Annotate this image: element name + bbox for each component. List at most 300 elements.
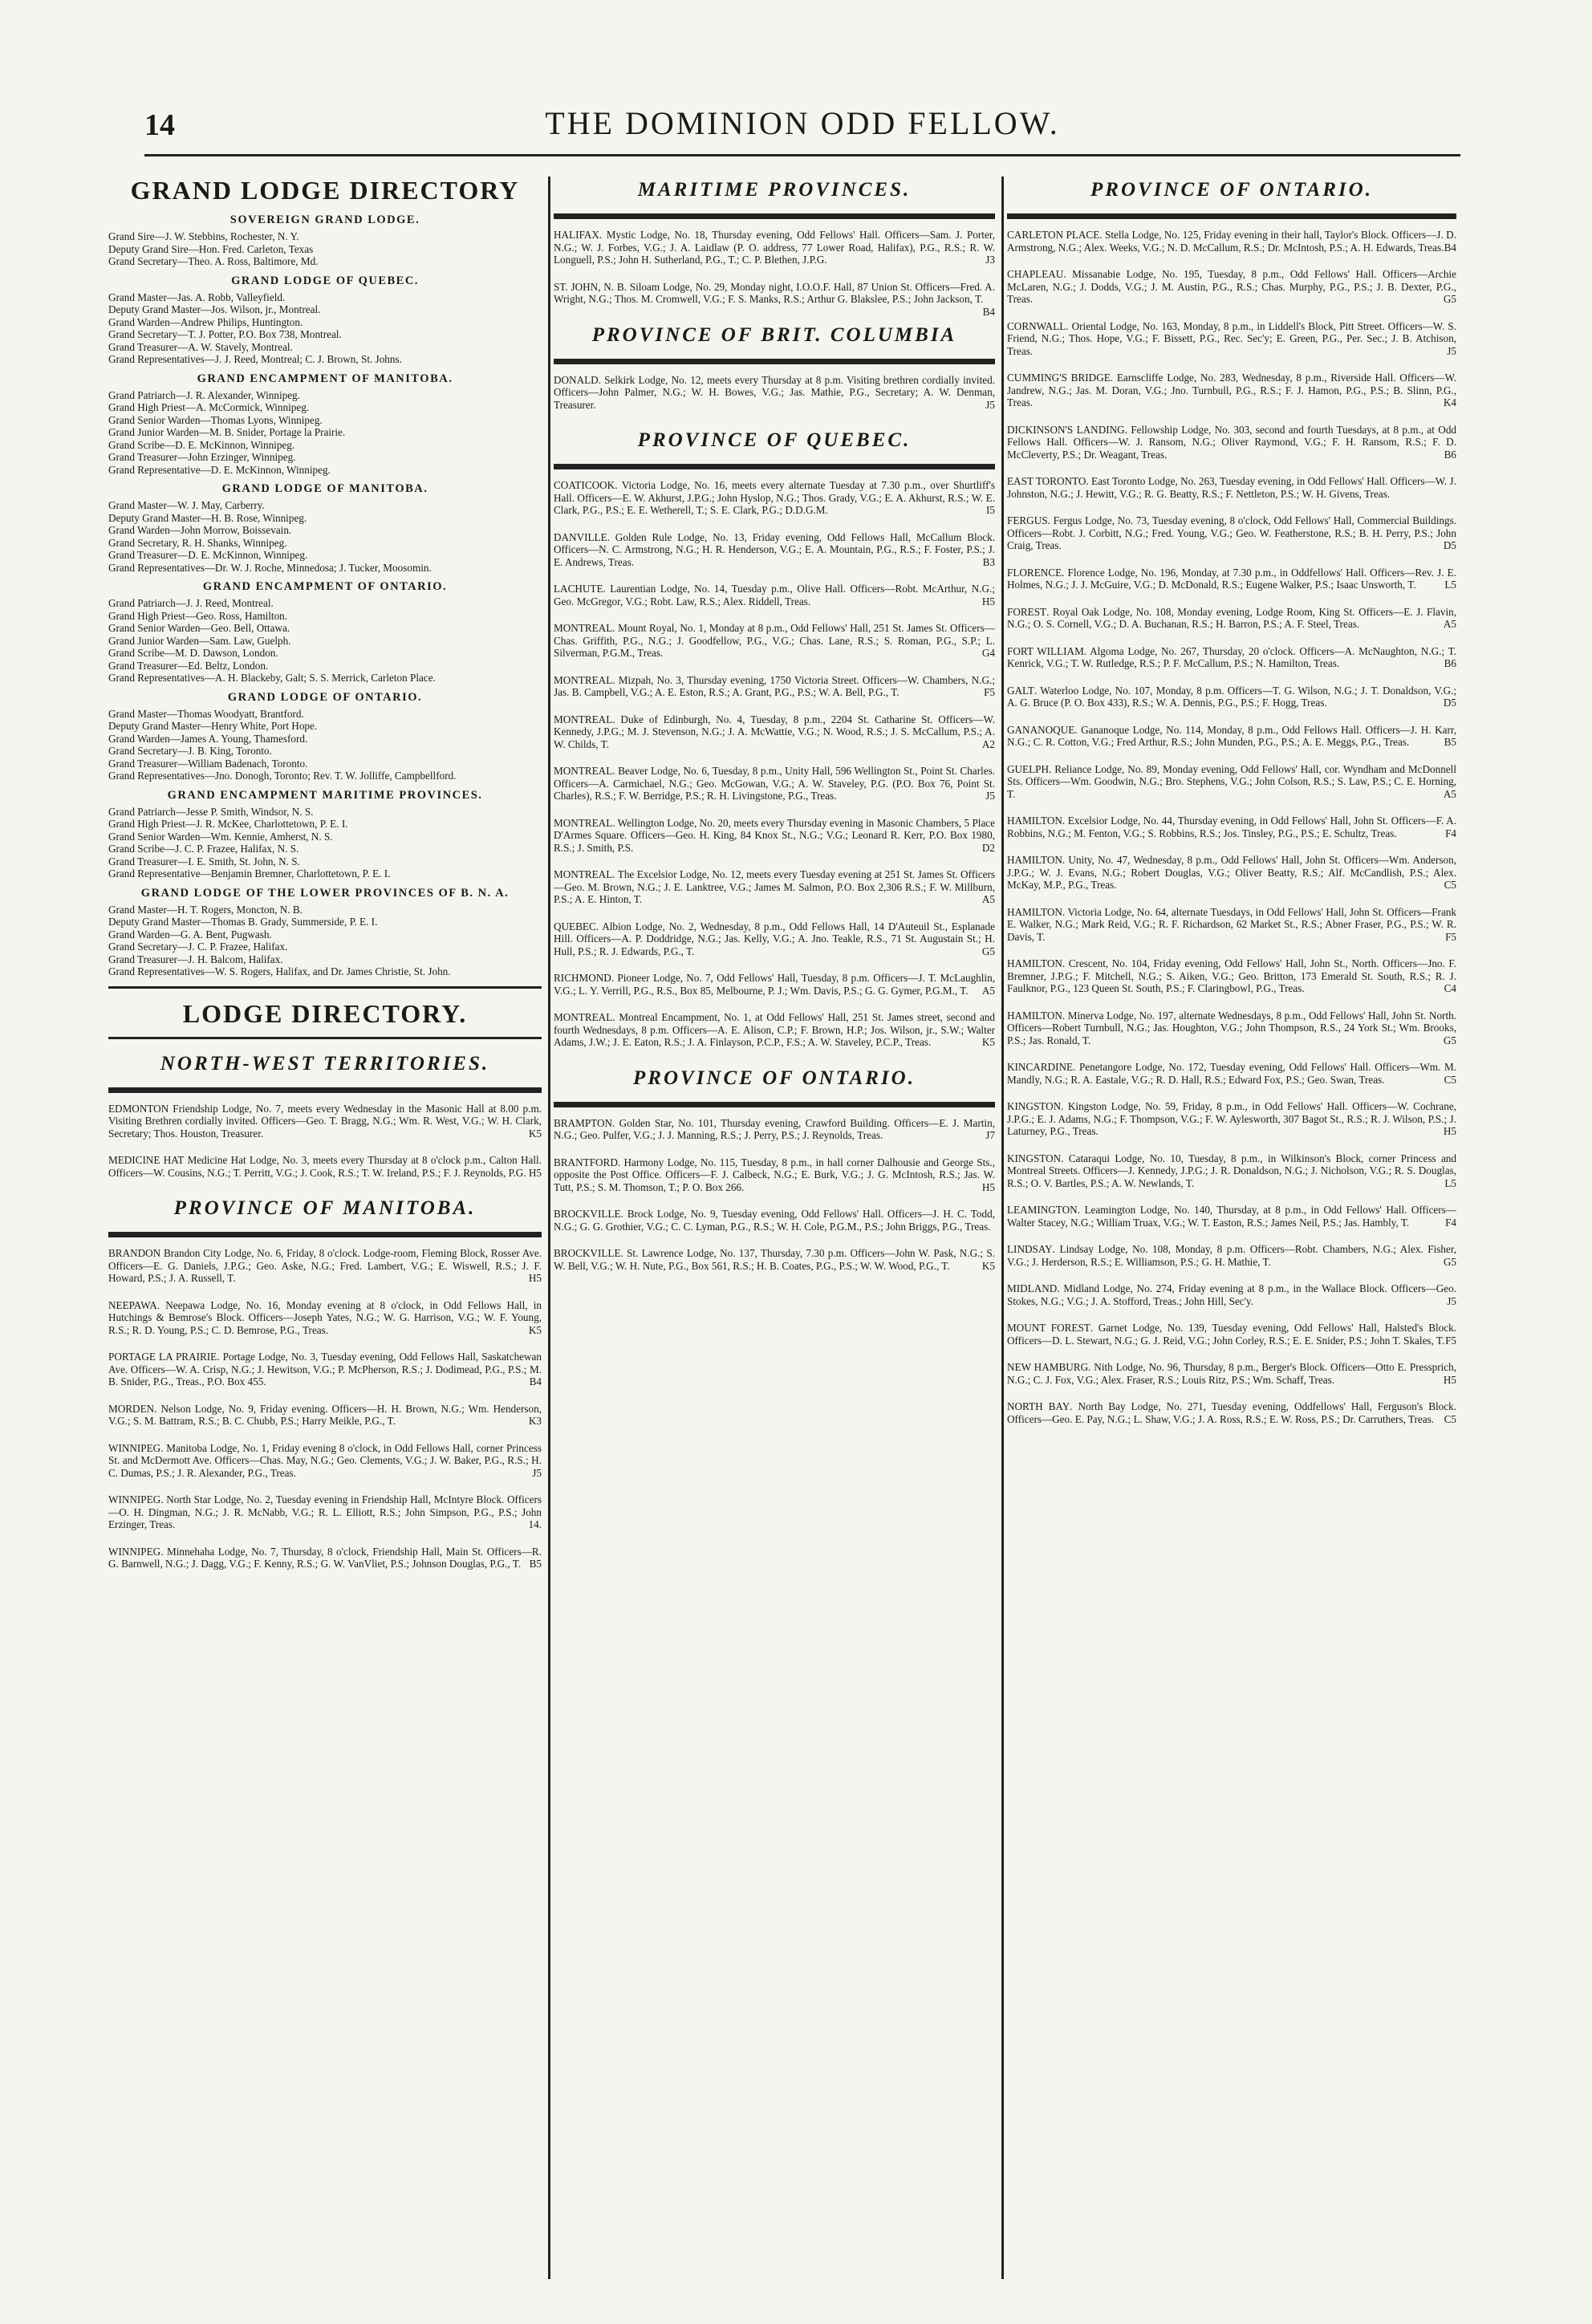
lodge-code: J5: [1447, 344, 1456, 357]
lodge-details: . North Bay Lodge, No. 271, Tuesday evening, Oddfellows' Hall, Ferguson's Block. Officers—Geo. E. Pay, N.G.; L. Shaw, V.G.; J. A. Ross, R.S.; E. W. Ross, P.S.; Dr. Carruthers, Treas.: [1007, 1400, 1456, 1425]
province-title: PROVINCE OF ONTARIO.: [633, 1067, 916, 1089]
header-rule: [144, 154, 1460, 156]
lodge-town: BRANDON: [108, 1247, 161, 1259]
lodge-town: DICKINSON'S LANDING: [1007, 423, 1125, 436]
officer-line: Grand Secretary—Theo. A. Ross, Baltimore, Md.: [108, 255, 319, 267]
lodge-entry: [108, 1299, 542, 1337]
lodge-entry: [554, 583, 995, 607]
lodge-town: GANANOQUE: [1007, 723, 1075, 736]
lodge-code: G5: [1443, 1034, 1456, 1046]
officer-line: Deputy Grand Sire—Hon. Fred. Carleton, Texas: [108, 242, 314, 255]
lodge-code: K4: [1443, 396, 1456, 408]
lodge-town: BROCKVILLE: [554, 1247, 621, 1259]
lodge-town: HALIFAX: [554, 229, 599, 241]
lodge-details: . Montreal Encampment, No. 1, at Odd Fellows' Hall, 251 St. James street, second and fourth Wednesdays, 8 p.m. Officers—A. E. Alison, C.P.; F. Brown, H.P.; Jos. Wilson, jr., S.W.; Walter Adams, J.W.; J. E. Eaton, R.S.; J. A. Finlayson, P.C.P., F.S.; A. W. Staveley, P.C.P., Treas.: [554, 1011, 995, 1048]
section-rule: [554, 464, 995, 469]
officer-line: Grand Scribe—D. E. McKinnon, Winnipeg.: [108, 438, 295, 451]
lodge-entry: [554, 713, 995, 751]
lodge-town: FERGUS: [1007, 514, 1048, 526]
lodge-town: KINGSTON: [1007, 1100, 1062, 1112]
lodge-details: . Neepawa Lodge, No. 16, Monday evening at 8 o'clock, in Odd Fellows Hall, in Hutchings & Bemrose's Block. Officers—Joseph Yates, N.G.; W. G. Harrison, V.G.; W. F. Young, R.S.; R. D. Young, P.S.; C. D. Bemrose, P.G., Treas.: [108, 1298, 542, 1336]
lodge-town: HAMILTON: [1007, 957, 1062, 969]
lodge-code: A5: [981, 893, 995, 905]
lodge-entry: [1007, 1400, 1456, 1425]
lodge-code: H5: [1443, 1373, 1456, 1386]
officer-group-title: GRAND LODGE OF QUEBEC.: [231, 274, 419, 287]
officer-line: Grand Representatives—Dr. W. J. Roche, Minnedosa; J. Tucker, Moosomin.: [108, 561, 432, 574]
lodge-details: . Mount Royal, No. 1, Monday at 8 p.m., Odd Fellows' Hall, 251 St. James St. Officers—Chas. Griffith, P.G., N.G.; J. Goodfellow, P.G., V.G.; Chas. Lane, R.S.; S. Roman, P.G., S.P.; L. Silverman, P.G.M., Treas.: [554, 622, 995, 659]
officer-line: Deputy Grand Master—H. B. Rose, Winnipeg.: [108, 511, 307, 524]
lodge-code: G5: [1443, 293, 1456, 305]
officer-line: Grand Master—H. T. Rogers, Moncton, N. B.: [108, 903, 303, 916]
lodge-details: . Victoria Lodge, No. 16, meets every alternate Tuesday at 7.30 p.m., over Shurtliff's Hall. Officers—E. W. Akhurst, J.P.G.; John Hyslop, N.G.; Thos. Grady, V.G.; E. A. Akhurst, R.S.; W. E. Clark, P.G., P.S.; E. E. Wetherell, T.; S. E. Clark, P.G.; D.D.G.M.: [554, 479, 995, 516]
lodge-code: B6: [1444, 657, 1456, 669]
lodge-entry: [554, 765, 995, 802]
lodge-details: . Algoma Lodge, No. 267, Thursday, 20 o'clock. Officers—A. McNaughton, N.G.; T. Kenrick, V.G.; T. W. Rutledge, R.S.; P. F. McCallum, P.S.; N. Hamilton, Treas.: [1007, 644, 1456, 669]
officer-line: Grand Treasurer—William Badenach, Toronto.: [108, 757, 308, 770]
lodge-details: . Pioneer Lodge, No. 7, Odd Fellows' Hall, Tuesday, 8 p.m. Officers—J. T. McLaughlin, V.G.; L. Y. Verrill, P.G., R.S., Box 85, Melbourne, P. J.; Wm. Davis, P.S.; G. G. Gymer, P.G.M., T.: [554, 972, 995, 997]
lodge-details: Medicine Hat Lodge, No. 3, meets every Thursday at 8 o'clock p.m., Calton Hall. Officers—W. Cousins, N.G.; T. Perritt, V.G.; J. Cook, R.S.; T. W. Ireland, P.S.; F. J. Reynolds, P.G.: [108, 1154, 542, 1179]
lodge-entry: [1007, 1100, 1456, 1138]
lodge-entry: [108, 1103, 542, 1140]
lodge-entry: [1007, 1243, 1456, 1268]
officer-line: Grand Representatives—J. J. Reed, Montreal; C. J. Brown, St. Johns.: [108, 353, 402, 365]
lodge-entry: [108, 1442, 542, 1480]
lodge-code: F5: [1445, 930, 1456, 943]
lodge-code: A5: [981, 984, 995, 997]
lodge-details: . Fergus Lodge, No. 73, Tuesday evening, 8 o'clock, Odd Fellows' Hall, Commercial Buildings. Officers—Robt. J. Corbitt, N.G.; Fred. Young, V.G.; Geo. W. Featherstone, R.S.; B. H. Perry, P.S.; John Craig, Treas.: [1007, 514, 1456, 551]
lodge-entry: [1007, 229, 1456, 254]
lodge-entry: [1007, 1361, 1456, 1386]
lodge-town: MONTREAL: [554, 868, 613, 880]
lodge-details: . Excelsior Lodge, No. 44, Thursday evening, in Odd Fellows' Hall, John St. Officers—F. A. Robbins, N.G.; M. Fenton, V.G.; S. Robbins, R.S.; Jos. Tinsley, P.G., P.S.; E. Schultz, Treas.: [1007, 815, 1456, 839]
officer-line: Grand Master—Jas. A. Robb, Valleyfield.: [108, 290, 286, 303]
lodge-entry: [1007, 1061, 1456, 1086]
officer-line: Grand High Priest—J. R. McKee, Charlottetown, P. E. I.: [108, 818, 348, 830]
lodge-entry: [1007, 1204, 1456, 1229]
lodge-code: B5: [1444, 736, 1456, 748]
lodge-entry: [108, 1493, 542, 1531]
lodge-town: CARLETON PLACE: [1007, 229, 1100, 241]
lodge-code: H5: [528, 1272, 542, 1284]
lodge-entry: [1007, 567, 1456, 591]
lodge-town: WINNIPEG: [108, 1545, 161, 1558]
officer-line: Grand Junior Warden—M. B. Snider, Portage la Prairie.: [108, 426, 346, 438]
lodge-town: CUMMING'S BRIDGE: [1007, 372, 1111, 384]
officer-line: Grand Patriarch—J. J. Reed, Montreal.: [108, 597, 274, 609]
lodge-town: GUELPH: [1007, 762, 1050, 775]
lodge-code: D2: [981, 841, 995, 854]
lodge-code: L5: [1444, 579, 1456, 591]
lodge-code: B3: [982, 555, 995, 568]
lodge-details: . Earnscliffe Lodge, No. 283, Wednesday, 8 p.m., Riverside Hall. Officers—W. Jandrew, N.G.; Jas. M. Doran, V.G.; Jno. Turnbull, P.G., R.S.; F. J. Hamon, P.G., P.S.; B. Slinn, P.G., Treas.: [1007, 372, 1456, 408]
lodge-entry: [554, 622, 995, 660]
lodge-town: MONTREAL: [554, 622, 613, 634]
lodge-entry: [1007, 1010, 1456, 1047]
page-number: 14: [144, 108, 175, 142]
lodge-entry: [108, 1351, 542, 1388]
lodge-entry: [554, 1247, 995, 1272]
officer-line: Grand Treasurer—I. E. Smith, St. John, N. S.: [108, 855, 300, 867]
lodge-town: NEW HAMBURG: [1007, 1361, 1089, 1373]
lodge-code: D5: [1443, 539, 1456, 551]
province-title: PROVINCE OF MANITOBA.: [173, 1197, 477, 1219]
lodge-town: FLORENCE: [1007, 566, 1062, 579]
lodge-entry: [554, 817, 995, 855]
lodge-code: C5: [1444, 1073, 1456, 1086]
lodge-code: D5: [1443, 697, 1456, 709]
officer-group-title: GRAND ENCAMPMENT MARITIME PROVINCES.: [167, 788, 483, 802]
lodge-details: . North Star Lodge, No. 2, Tuesday evening in Friendship Hall, McIntyre Block. Officers—O. H. Dingman, N.G.; J. R. McNabb, V.G.; R. L. Elliott, R.S.; John Simpson, P.G., P.S.; John Erzinger, Treas.: [108, 1493, 542, 1530]
lodge-code: K5: [981, 1259, 995, 1272]
section-rule: [108, 1087, 542, 1093]
lodge-code: J5: [1447, 1294, 1456, 1307]
col2-lodge-sections: [554, 175, 995, 1272]
lodge-code: F5: [1445, 1334, 1456, 1347]
lodge-town: HAMILTON: [1007, 854, 1062, 866]
lodge-town: LACHUTE: [554, 583, 603, 595]
lodge-town: KINCARDINE: [1007, 1061, 1074, 1073]
lodge-entry: [1007, 606, 1456, 631]
lodge-entry: [108, 1403, 542, 1428]
officer-line: Grand Treasurer—D. E. McKinnon, Winnipeg.: [108, 549, 308, 561]
lodge-town: HAMILTON: [1007, 1009, 1062, 1022]
lodge-code: J7: [985, 1129, 995, 1141]
lodge-town: NORTH BAY: [1007, 1400, 1070, 1412]
lodge-details: . Victoria Lodge, No. 64, alternate Tuesdays, in Odd Fellows' Hall, John St. Officers—Frank E. Walker, N.G.; Mark Reid, V.G.; R. F. Richardson, 62 Market St., R.S.; Abner Fraser, P.G., P.S.; W. R. Davis, T.: [1007, 905, 1456, 943]
officer-line: Grand Treasurer—John Erzinger, Winnipeg.: [108, 451, 296, 463]
lodge-code: G4: [981, 647, 995, 659]
lodge-details: . Royal Oak Lodge, No. 108, Monday evening, Lodge Room, King St. Officers—E. J. Flavin, N.G.; O. S. Cornell, V.G.; D. A. Buchanan, R.S.; H. Barron, P.S.; A. F. Steel, Treas.: [1007, 605, 1456, 630]
section-rule: [1007, 213, 1456, 219]
lodge-town: CORNWALL: [1007, 319, 1066, 332]
officer-line: Grand Junior Warden—Sam. Law, Guelph.: [108, 634, 291, 647]
lodge-town: HAMILTON: [1007, 815, 1062, 827]
officer-line: Grand Warden—Andrew Philips, Huntington.: [108, 315, 303, 328]
lodge-town: RICHMOND: [554, 972, 611, 984]
lodge-details: . Unity, No. 47, Wednesday, 8 p.m., Odd Fellows' Hall, John St. Officers—Wm. Anderson, J.P.G.; W. J. Evans, N.G.; Robert Douglas, V.G.; Oliver Beatty, R.S.; Alf. McCandlish, P.S.; Alex. McKay, M.P., P.G., Treas.: [1007, 854, 1456, 891]
lodge-code: L5: [1444, 1176, 1456, 1189]
lodge-town: MONTREAL: [554, 816, 613, 829]
lodge-entry: [108, 1546, 542, 1570]
lodge-entry: [1007, 685, 1456, 709]
lodge-entry: [554, 1156, 995, 1194]
page-title: THE DOMINION ODD FELLOW.: [545, 105, 1060, 141]
col3-lodge-sections: [1007, 175, 1456, 1425]
grand-lodge-directory-title: GRAND LODGE DIRECTORY: [130, 176, 520, 205]
officer-group-title: GRAND LODGE OF MANITOBA.: [221, 482, 428, 495]
column-3: [1007, 169, 1456, 2287]
lodge-entry: [554, 229, 995, 266]
lodge-town: FOREST: [1007, 605, 1047, 618]
lodge-details: . Fellowship Lodge, No. 303, second and fourth Tuesdays, at 8 p.m., at Odd Fellows Hall. Officers—W. J. Ransom, N.G.; Oliver Raymond, V.G.; F. H. Ransom, R.S.; F. D. McCleverty, P.S.; Dr. Weagant, Treas.: [1007, 423, 1456, 461]
lodge-town: EDMONTON: [108, 1102, 169, 1115]
lodge-code: F5: [984, 686, 995, 698]
lodge-details: Friendship Lodge, No. 7, meets every Wednesday in the Masonic Hall at 8.00 p.m. Visiting Brethren cordially invited. Officers—Geo. T. Bragg, N.G.; Wm. R. West, V.G.; W. H. Clark, Secretary; Thos. Houston, Treasurer.: [108, 1102, 542, 1140]
officer-line: Grand Treasurer—A. W. Stavely, Montreal.: [108, 340, 293, 353]
officer-line: Grand Representatives—A. H. Blackeby, Galt; S. S. Merrick, Carleton Place.: [108, 672, 436, 684]
lodge-entry: [554, 674, 995, 699]
lodge-town: MORDEN: [108, 1402, 155, 1415]
lodge-details: . Nelson Lodge, No. 9, Friday evening. Officers—H. H. Brown, N.G.; Wm. Henderson, V.G.; S. M. Battram, R.S.; B. C. Chubb, P.S.; Harry Meikle, P.G., T.: [108, 1402, 542, 1427]
lodge-code: A2: [981, 737, 995, 750]
lodge-town: EAST TORONTO: [1007, 475, 1086, 487]
lodge-code: K3: [528, 1415, 542, 1427]
lodge-entry: [1007, 514, 1456, 552]
officer-group-title: SOVEREIGN GRAND LODGE.: [229, 213, 420, 226]
lodge-details: . Minerva Lodge, No. 197, alternate Wednesdays, 8 p.m., Odd Fellows' Hall, John St. North. Officers—Robert Turnbull, N.G.; Jas. Houghton, V.G.; John Thompson, R.S., 24 York St.; Wm. Brooks, P.S.; Jas. Ronald, T.: [1007, 1009, 1456, 1046]
lodge-details: . Garnet Lodge, No. 139, Tuesday evening, Odd Fellows' Hall, Halsted's Block. Officers—D. L. Stewart, N.G.; G. J. Reid, V.G.; John Corley, R.S.; E. E. Snider, P.S.; John T. Skales, T.: [1007, 1322, 1456, 1347]
lodge-town: MIDLAND: [1007, 1282, 1058, 1294]
section-rule: [554, 359, 995, 364]
lodge-details: . Wellington Lodge, No. 20, meets every Thursday evening in Masonic Chambers, 5 Place D'Armes Square. Officers—Geo. H. King, 84 Knox St., N.G.; V.G.; Leonard R. Kerr, P.O. Box 1980, R.S.; J. Smith, P.S.: [554, 816, 995, 854]
lodge-town: PORTAGE LA PRAIRIE: [108, 1351, 217, 1363]
lodge-code: B5: [529, 1558, 542, 1570]
lodge-code: B4: [982, 305, 995, 318]
officer-line: Grand Scribe—J. C. P. Frazee, Halifax, N. S.: [108, 843, 299, 855]
lodge-details: . Golden Star, No. 101, Thursday evening, Crawford Building. Officers—E. J. Martin, N.G.; Geo. Pulfer, V.G.; J. J. Manning, R.S.; J. Perry, P.S.; J. Reynolds, Treas.: [554, 1116, 995, 1141]
lodge-code: G5: [1443, 1255, 1456, 1268]
section-rule: [554, 1102, 995, 1107]
lodge-details: . Golden Rule Lodge, No. 13, Friday evening, Odd Fellows Hall, McCallum Block. Officers—N. C. Armstrong, N.G.; H. R. Henderson, V.G.; E. A. Mountain, P.G., R.S.; F. Foster, P.S.; J. E. Andrews, Treas.: [554, 530, 995, 568]
lodge-code: C4: [1444, 982, 1456, 994]
officer-line: Grand Secretary, R. H. Shanks, Winnipeg.: [108, 536, 287, 549]
lodge-entry: [108, 1247, 542, 1285]
lodge-details: . Gananoque Lodge, No. 114, Monday, 8 p.m., Odd Fellows Hall. Officers—J. H. Karr, N.G.; C. R. Cotton, V.G.; Fred Arthur, R.S.; John Munden, P.G., P.S.; A. E. Meggs, P.G., Treas.: [1007, 723, 1456, 748]
lodge-entry: [1007, 424, 1456, 461]
column-2: [554, 169, 995, 2287]
officer-group-title: GRAND ENCAMPMENT OF ONTARIO.: [202, 580, 448, 593]
lodge-entry: [554, 1208, 995, 1233]
lodge-code: H5: [981, 595, 995, 607]
lodge-town: MONTREAL: [554, 1011, 613, 1023]
lodge-details: . Brock Lodge, No. 9, Tuesday evening, Odd Fellows' Hall. Officers—J. H. C. Todd, N.G.; G. G. Grothier, V.G.; C. C. Lyman, P.G., R.S.; W. H. Cole, P.G.M., P.S.; John Briggs, P.G., Treas.: [554, 1208, 995, 1233]
lodge-code: C5: [1444, 879, 1456, 891]
lodge-town: MEDICINE HAT: [108, 1154, 185, 1166]
officer-line: Grand Representative—D. E. McKinnon, Winnipeg.: [108, 463, 331, 476]
page-header: [144, 96, 1460, 160]
lodge-details: . Penetangore Lodge, No. 172, Tuesday evening, Odd Fellows' Hall. Officers—Wm. M. Mandly, N.G.; R. A. Eastale, V.G.; R. D. Hall, R.S.; Edward Fox, P.S.; Geo. Swan, Treas.: [1007, 1061, 1456, 1086]
lodge-code: J5: [532, 1466, 542, 1479]
lodge-code: J5: [985, 790, 995, 802]
province-title: PROVINCE OF QUEBEC.: [637, 429, 912, 451]
lodge-code: K5: [528, 1127, 542, 1140]
lodge-town: LINDSAY: [1007, 1243, 1053, 1255]
lodge-entry: [554, 531, 995, 569]
officer-line: Grand Master—W. J. May, Carberry.: [108, 499, 265, 511]
lodge-details: . Selkirk Lodge, No. 12, meets every Thursday at 8 p.m. Visiting brethren cordially invited. Officers—John Palmer, N.G.; W. H. Bowes, V.G.; Jas. Mathie, P.G., Secretary; A. W. Denman, Treasurer.: [554, 373, 995, 411]
lodge-details: . Waterloo Lodge, No. 107, Monday, 8 p.m. Officers—T. G. Wilson, N.G.; J. T. Donaldson, V.G.; A. G. Bruce (P. O. Box 433), R.S.; W. A. Dennis, P.G., P.S.; F. Hogg, Treas.: [1007, 684, 1456, 709]
lodge-code: G5: [981, 945, 995, 957]
lodge-details: . The Excelsior Lodge, No. 12, meets every Tuesday evening at 251 St. James St. Officers—Geo. M. Brown, N.G.; J. E. Lanktree, V.G.; James M. Salmon, P.O. Box 2,306 R.S.; F. W. Millburn, P.S.; A. E. Hinton, T.: [554, 868, 995, 905]
lodge-code: K5: [528, 1323, 542, 1336]
lodge-town: LEAMINGTON: [1007, 1204, 1078, 1216]
officer-line: Deputy Grand Master—Jos. Wilson, jr., Montreal.: [108, 303, 321, 315]
province-title: MARITIME PROVINCES.: [637, 179, 912, 201]
lodge-details: . Oriental Lodge, No. 163, Monday, 8 p.m., in Liddell's Block, Pitt Street. Officers—W. S. Friend, N.G.; Thos. Hope, V.G.; F. Bissett, P.G., Rec. Sec'y; E. Green, P.G., Per. Sec.; J. B. Atchison, Treas.: [1007, 319, 1456, 357]
section-rule: [108, 986, 542, 989]
lodge-directory-title: LODGE DIRECTORY.: [182, 998, 468, 1028]
lodge-code: C5: [1444, 1412, 1456, 1425]
lodge-code: H5: [1443, 1125, 1456, 1137]
section-rule: [108, 1232, 542, 1237]
officer-group-title: GRAND LODGE OF ONTARIO.: [227, 690, 423, 704]
officer-line: Grand Senior Warden—Wm. Kennie, Amherst, N. S.: [108, 830, 333, 843]
lodge-details: . Minnehaha Lodge, No. 7, Thursday, 8 o'clock, Friendship Hall, Main St. Officers—R. G. Barnwell, N.G.; J. Dagg, V.G.; F. Kenny, R.S.; G. W. VanVliet, P.S.; Johnson Douglas, P.G., T.: [108, 1545, 542, 1570]
lodge-details: . Lindsay Lodge, No. 108, Monday, 8 p.m. Officers—Robt. Chambers, N.G.; Alex. Fisher, V.G.; J. Herderson, R.S.; E. Williamson, P.S.; G. H. Mathie, T.: [1007, 1243, 1456, 1268]
lodge-entry: [554, 374, 995, 412]
lodge-details: . Nith Lodge, No. 96, Thursday, 8 p.m., Berger's Block. Officers—Otto E. Pressprich, N.G.; C. J. Fox, V.G.; Alex. Fraser, R.S.; Louis Ritz, P.S.; Wm. Schaff, Treas.: [1007, 1361, 1456, 1386]
lodge-town: ST. JOHN, N. B.: [554, 280, 627, 293]
lodge-entry: [1007, 320, 1456, 358]
lodge-town: BRAMPTON: [554, 1116, 613, 1129]
lodge-code: F4: [1445, 827, 1456, 839]
lodge-town: NEEPAWA: [108, 1298, 157, 1311]
officer-line: Grand Warden—G. A. Bent, Pugwash.: [108, 928, 272, 941]
lodge-details: . Stella Lodge, No. 125, Friday evening in their hall, Taylor's Block. Officers—J. D. Armstrong, N.G.; Alex. Weeks, V.G.; N. D. McCallum, R.S.; Dr. McIntosh, P.S.; A. H. Edwards, Treas.: [1007, 229, 1456, 254]
lodge-code: B6: [1444, 448, 1456, 461]
grand-lodge-groups: [108, 213, 542, 978]
lodge-code: H5: [528, 1166, 542, 1179]
lodge-code: J3: [985, 254, 995, 266]
lodge-details: . Midland Lodge, No. 274, Friday evening at 8 p.m., in the Wallace Block. Officers—Geo. Stokes, N.G.; V.G.; J. A. Stofford, Treas.; John Hill, Sec'y.: [1007, 1282, 1456, 1307]
section-rule: [554, 213, 995, 219]
lodge-entry: [1007, 763, 1456, 801]
officer-line: Grand High Priest—A. McCormick, Winnipeg.: [108, 401, 310, 413]
officer-line: Grand Warden—John Morrow, Boissevain.: [108, 524, 292, 536]
lodge-entry: [1007, 1282, 1456, 1307]
col1-lodge-sections: [108, 1049, 542, 1570]
officer-line: Grand Representatives—Jno. Donogh, Toronto; Rev. T. W. Jolliffe, Campbellford.: [108, 770, 457, 782]
lodge-town: GALT: [1007, 684, 1034, 697]
lodge-entry: [554, 479, 995, 517]
column-divider: [1001, 177, 1004, 2279]
lodge-town: WINNIPEG: [108, 1493, 161, 1505]
lodge-details: . Florence Lodge, No. 196, Monday, at 7.30 p.m., in Oddfellows' Hall. Officers—Rev. J. E. Holmes, N.G.; J. J. McGuire, V.G.; D. McDonald, R.S.; Eugene Walker, P.S.; Isaac Unsworth, T.: [1007, 566, 1456, 591]
lodge-entry: [1007, 1152, 1456, 1190]
lodge-details: . Laurentian Lodge, No. 14, Tuesday p.m., Olive Hall. Officers—Robt. McArthur, N.G.; Geo. McGregor, V.G.; Robt. Law, R.S.; Alex. Riddell, Treas.: [554, 583, 995, 607]
officer-line: Deputy Grand Master—Thomas B. Grady, Summerside, P. E. I.: [108, 916, 378, 928]
lodge-details: . Beaver Lodge, No. 6, Tuesday, 8 p.m., Unity Hall, 596 Wellington St., Point St. Charles. Officers—A. Carmichael, N.G.; Geo. McGowan, V.G.; A. W. Staveley, P.G. (P.O. Box 76, Point St. Charles), R.S.; F. W. Berridge, P.S.; R. H. Livingstone, P.G., Treas.: [554, 765, 995, 802]
lodge-town: DONALD: [554, 373, 599, 386]
lodge-details: . Harmony Lodge, No. 115, Tuesday, 8 p.m., in hall corner Dalhousie and George Sts., opposite the Post Office. Officers—F. J. Calbeck, N.G.; E. Burk, V.G.; J. G. McIntosh, R.S.; Jas. W. Tutt, P.S.; S. M. Thomson, T.; P. O. Box 266.: [554, 1156, 995, 1193]
lodge-entry: [554, 972, 995, 997]
lodge-details: . St. Lawrence Lodge, No. 137, Thursday, 7.30 p.m. Officers—John W. Pask, N.G.; S. W. Bell, V.G.; W. H. Nute, P.G., Box 561, R.S.; H. B. Coates, P.G., P.S.; W. W. Wood, P.G., T.: [554, 1247, 995, 1272]
officer-line: Grand Senior Warden—Thomas Lyons, Winnipeg.: [108, 413, 323, 426]
lodge-details: . Mizpah, No. 3, Thursday evening, 1750 Victoria Street. Officers—W. Chambers, N.G.; Jas. B. Campbell, V.G.; A. E. Eston, R.S.; A. Grant, P.G., P.S.; W. A. Bell, P.G., T.: [554, 673, 995, 698]
lodge-code: J5: [985, 398, 995, 411]
lodge-details: . Cataraqui Lodge, No. 10, Tuesday, 8 p.m., in Wilkinson's Block, corner Princess and Montreal Streets. Officers—J. Kennedy, J.P.G.; J. R. Donaldson, N.G.; J. Nicholson, V.G.; R. S. Douglas, R.S.; O. V. Bartles, P.S.; A. W. Newlands, T.: [1007, 1152, 1456, 1189]
lodge-entry: [554, 868, 995, 906]
lodge-details: . Kingston Lodge, No. 59, Friday, 8 p.m., in Odd Fellows' Hall. Officers—W. Cochrane, J.P.G.; E. J. Adams, N.G.; F. Thompson, V.G.; F. W. Aylesworth, 307 Bagot St., R.S.; R. J. Wilson, P.S.; J. Laturney, P.G., Treas.: [1007, 1100, 1456, 1137]
lodge-entry: [1007, 957, 1456, 995]
lodge-entry: [1007, 854, 1456, 892]
lodge-details: . Albion Lodge, No. 2, Wednesday, 8 p.m., Odd Fellows Hall, 14 D'Auteuil St., Esplanade Hill. Officers—A. P. Doddridge, N.G.; Jas. Kelly, V.G.; A. Jno. Teakle, R.S., 71 St. Augustain St.; H. Hull, P.S.; R. J. Edwards, P.G., T.: [554, 920, 995, 957]
officer-line: Grand Treasurer—Ed. Beltz, London.: [108, 659, 269, 672]
officer-line: Grand Patriarch—J. R. Alexander, Winnipeg.: [108, 388, 300, 401]
officer-line: Grand Sire—J. W. Stebbins, Rochester, N. Y.: [108, 230, 299, 242]
lodge-town: CHAPLEAU: [1007, 268, 1064, 280]
province-title: PROVINCE OF ONTARIO.: [1090, 179, 1373, 201]
officer-line: Grand High Priest—Geo. Ross, Hamilton.: [108, 609, 288, 622]
column-divider: [548, 177, 550, 2279]
section-rule: [108, 1037, 542, 1039]
lodge-details: . Reliance Lodge, No. 89, Monday evening, Odd Fellows' Hall, cor. Wyndham and McDonnell Sts. Officers—Wm. Goodwin, N.G.; Bro. Stephens, V.G.; John Colson, R.S.; S. Law, P.S.; C. E. Horning, T.: [1007, 762, 1456, 800]
lodge-entry: [1007, 815, 1456, 839]
lodge-entry: [1007, 1322, 1456, 1347]
lodge-town: QUEBEC: [554, 920, 596, 932]
lodge-entry: [1007, 724, 1456, 749]
lodge-town: BRANTFORD: [554, 1156, 618, 1168]
lodge-code: H5: [981, 1180, 995, 1193]
lodge-entry: [1007, 645, 1456, 670]
officer-line: Grand Senior Warden—Geo. Bell, Ottawa.: [108, 622, 290, 634]
lodge-details: . Leamington Lodge, No. 140, Thursday, at 8 p.m., in Odd Fellows' Hall. Officers—Walter Stacey, N.G.; William Truax, V.G.; W. T. Easton, R.S.; James Neil, P.S.; Jas. Hambly, T.: [1007, 1204, 1456, 1229]
lodge-details: . East Toronto Lodge, No. 263, Tuesday evening, in Odd Fellows' Hall. Officers—W. J. Johnston, N.G.; J. Hewitt, V.G.; R. G. Beatty, R.S.; F. Nettleton, P.S.; W. H. Givens, Treas.: [1007, 475, 1456, 500]
officer-line: Grand Representative—Benjamin Bremner, Charlottetown, P. E. I.: [108, 867, 391, 880]
lodge-town: HAMILTON: [1007, 905, 1062, 918]
officer-group-title: GRAND ENCAMPMENT OF MANITOBA.: [197, 372, 453, 385]
lodge-town: KINGSTON: [1007, 1152, 1062, 1164]
lodge-details: . Missanabie Lodge, No. 195, Tuesday, 8 p.m., Odd Fellows' Hall. Officers—Archie McLaren, N.G.; J. Dodds, V.G.; J. M. Austin, P.G., R.S.; Chas. Murphy, P.G., P.S.; J. B. Dexter, P.G., Treas.: [1007, 268, 1456, 305]
lodge-code: B4: [529, 1375, 542, 1387]
lodge-code: F4: [1445, 1216, 1456, 1229]
lodge-details: . Crescent, No. 104, Friday evening, Odd Fellows' Hall, John St., North. Officers—Jno. F. Bremner, J.P.G.; F. Mitchell, N.G.; S. Aiken, V.G.; Geo. Britton, 173 Emerald St. South, R.S.; R. J. Faulknor, P.G., 123 Queen St. South, P.S.; F. Claringbowl, P.G., Treas.: [1007, 957, 1456, 994]
lodge-details: . Mystic Lodge, No. 18, Thursday evening, Odd Fellows' Hall. Officers—Sam. J. Porter, N.G.; W. J. Forbes, V.G.; J. A. Laidlaw (P. O. address, 77 Lower Road, Halifax), P.G., R.S.; R. W. Longuell, P.S.; John H. Sutherland, P.G., T.; C. P. Blethen, J.P.G.: [554, 229, 995, 266]
officer-line: Grand Patriarch—Jesse P. Smith, Windsor, N. S.: [108, 805, 314, 818]
officer-line: Grand Secretary—J. B. King, Toronto.: [108, 745, 272, 757]
lodge-entry: [108, 1154, 542, 1179]
lodge-town: MONTREAL: [554, 713, 613, 725]
officer-line: Grand Representatives—W. S. Rogers, Halifax, and Dr. James Christie, St. John.: [108, 965, 451, 977]
officer-line: Grand Secretary—T. J. Potter, P.O. Box 738, Montreal.: [108, 328, 342, 340]
lodge-town: FORT WILLIAM: [1007, 644, 1084, 657]
lodge-code: A5: [1443, 618, 1456, 630]
province-title: NORTH-WEST TERRITORIES.: [160, 1052, 490, 1075]
lodge-entry: [554, 280, 995, 318]
officer-line: Grand Scribe—M. D. Dawson, London.: [108, 647, 278, 659]
officer-group-title: GRAND LODGE OF THE LOWER PROVINCES OF B. N. A.: [140, 886, 510, 900]
officer-line: Grand Treasurer—J. H. Balcom, Halifax.: [108, 953, 283, 965]
lodge-details: Brandon City Lodge, No. 6, Friday, 8 o'clock. Lodge-room, Fleming Block, Rosser Ave. Officers—E. G. Daniels, J.P.G.; Geo. Aske, N.G.; Fred. Lambert, V.G.; E. Wiswell, R.S.; J. F. Howard, P.S.; J. A. Russell, T.: [108, 1247, 542, 1284]
lodge-details: . Manitoba Lodge, No. 1, Friday evening 8 o'clock, in Odd Fellows Hall, corner Princess St. and McDermott Ave. Officers—Chas. May, N.G.; Geo. Clements, V.G.; J. W. Baker, P.G., R.S.; H. C. Dumas, P.S.; J. R. Alexander, P.G., Treas.: [108, 1441, 542, 1479]
lodge-town: COATICOOK: [554, 479, 615, 491]
officer-line: Grand Master—Thomas Woodyatt, Brantford.: [108, 707, 304, 720]
lodge-town: DANVILLE: [554, 530, 607, 543]
lodge-entry: [554, 1117, 995, 1142]
officer-line: Grand Warden—James A. Young, Thamesford.: [108, 732, 308, 745]
lodge-code: B4: [1444, 241, 1456, 254]
lodge-entry: [554, 920, 995, 958]
lodge-town: MONTREAL: [554, 765, 613, 777]
officer-line: Grand Secretary—J. C. P. Frazee, Halifax.: [108, 941, 288, 953]
province-title: PROVINCE OF BRIT. COLUMBIA: [591, 323, 957, 346]
lodge-code: 14.: [528, 1518, 542, 1530]
lodge-entry: [1007, 268, 1456, 306]
lodge-entry: [1007, 372, 1456, 409]
lodge-entry: [1007, 475, 1456, 500]
lodge-town: MOUNT FOREST: [1007, 1322, 1090, 1334]
officer-line: Deputy Grand Master—Henry White, Port Hope.: [108, 720, 318, 732]
lodge-details: . Portage Lodge, No. 3, Tuesday evening, Odd Fellows Hall, Saskatchewan Ave. Officers—W. A. Crisp, N.G.; J. Hewitson, V.G.; P. McPherson, R.S.; J. Dodimead, P.G., P.S.; M. B. Snider, P.G., Treas., P.O. Box 455.: [108, 1351, 542, 1387]
column-1: [108, 169, 542, 2287]
lodge-code: I5: [986, 504, 995, 516]
lodge-entry: [554, 1011, 995, 1049]
lodge-town: WINNIPEG: [108, 1441, 161, 1454]
lodge-code: A5: [1443, 787, 1456, 800]
lodge-entry: [1007, 906, 1456, 944]
lodge-code: K5: [981, 1036, 995, 1048]
